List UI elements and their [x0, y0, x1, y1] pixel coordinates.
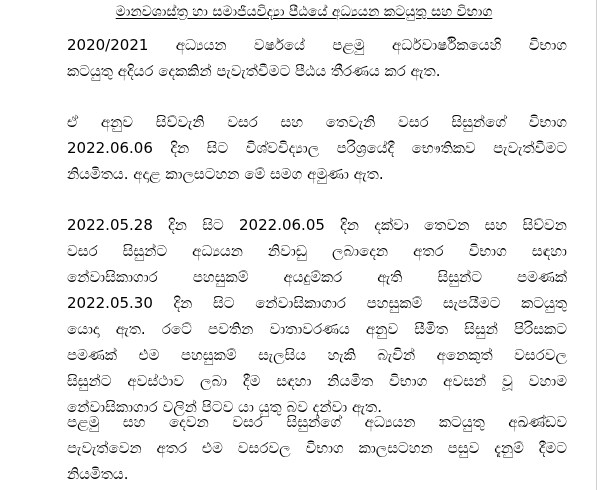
text-line: පළමු සහ දෙවන වසර සිසුන්ගේ අධ්‍යයන කටයුතු අඛණ්ඩව: [67, 413, 567, 431]
document-heading: මානවශාස්ත්‍ර හා සමාජීයවිද්‍යා පීඨයේ අධ්‍යයන කටයුතු සහ විභාග: [115, 4, 493, 20]
text-line: සිසුන්ට අවස්ථාව ලබා දීම සඳහා නියමිත විභාග අවසන් වූ වහාම: [67, 372, 567, 390]
text-line: නේවාසිකාගාර වලින් පිටව යා යුතු බව දන්වා ඇත.: [67, 398, 382, 416]
text-line: 2022.05.28 දින සිට 2022.06.05 දින දක්වා තෙවන සහ සිව්වන: [67, 216, 567, 234]
paragraph-exam-phases: [67, 32, 567, 84]
text-line: නියමිතය. අදාළ කාලසටහන මේ සමග අමුණා ඇත.: [67, 165, 384, 183]
paragraph-junior-years: [67, 409, 567, 487]
text-line: යොදා ඇත. රටේ පවතින වාතාවරණය අනුව සීමිත සිසුන් පිරිසකට: [67, 320, 567, 338]
text-line: කටයුතු අදියර දෙකකින් පැවැත්වීමට පීඨය තීරණය කර ඇත.: [67, 62, 441, 80]
text-line: පමණක් එම පහසුකම් සැලසිය හැකි බැවින් අනෙකුත් වසරවල: [67, 346, 567, 364]
text-line: ඒ අනුව සිව්වැනි වසර සහ තෙවැනි වසර සිසුන්ගේ විභාග: [67, 113, 567, 131]
text-line: වසර සිසුන්ට අධ්‍යයන නිවාඩු ලබාදෙන අතර විභාග සඳහා: [67, 242, 567, 260]
paragraph-study-leave-hostel: [67, 212, 567, 420]
text-line: 2020/2021 අධ්‍යයන වර්ෂයේ පළමු අර්ධවාර්ෂිකයෙහි විභාග: [67, 36, 567, 54]
text-line: 2022.05.30 දින සිට නේවාසිකාගාර පහසුකම් සැපයීමට කටයුතු: [67, 294, 567, 312]
page-edge-divider: [596, 0, 597, 490]
text-line: පැවැත්වෙන අතර එම වසරවල විභාග කාලසටහන පසුව දැනුම් දීමට: [67, 439, 567, 457]
text-line: 2022.06.06 දින සිට විශ්වවිද්‍යාල පරිශ්‍රයේදී භෞතිකව පැවැත්වීමට: [67, 139, 567, 157]
text-line: නියමිතය.: [67, 465, 129, 483]
text-line: නේවාසිකාගාර පහසුකම් අයදුම්කර ඇති සිසුන්ට පමණක්: [67, 268, 567, 286]
paragraph-senior-exams: [67, 109, 567, 187]
